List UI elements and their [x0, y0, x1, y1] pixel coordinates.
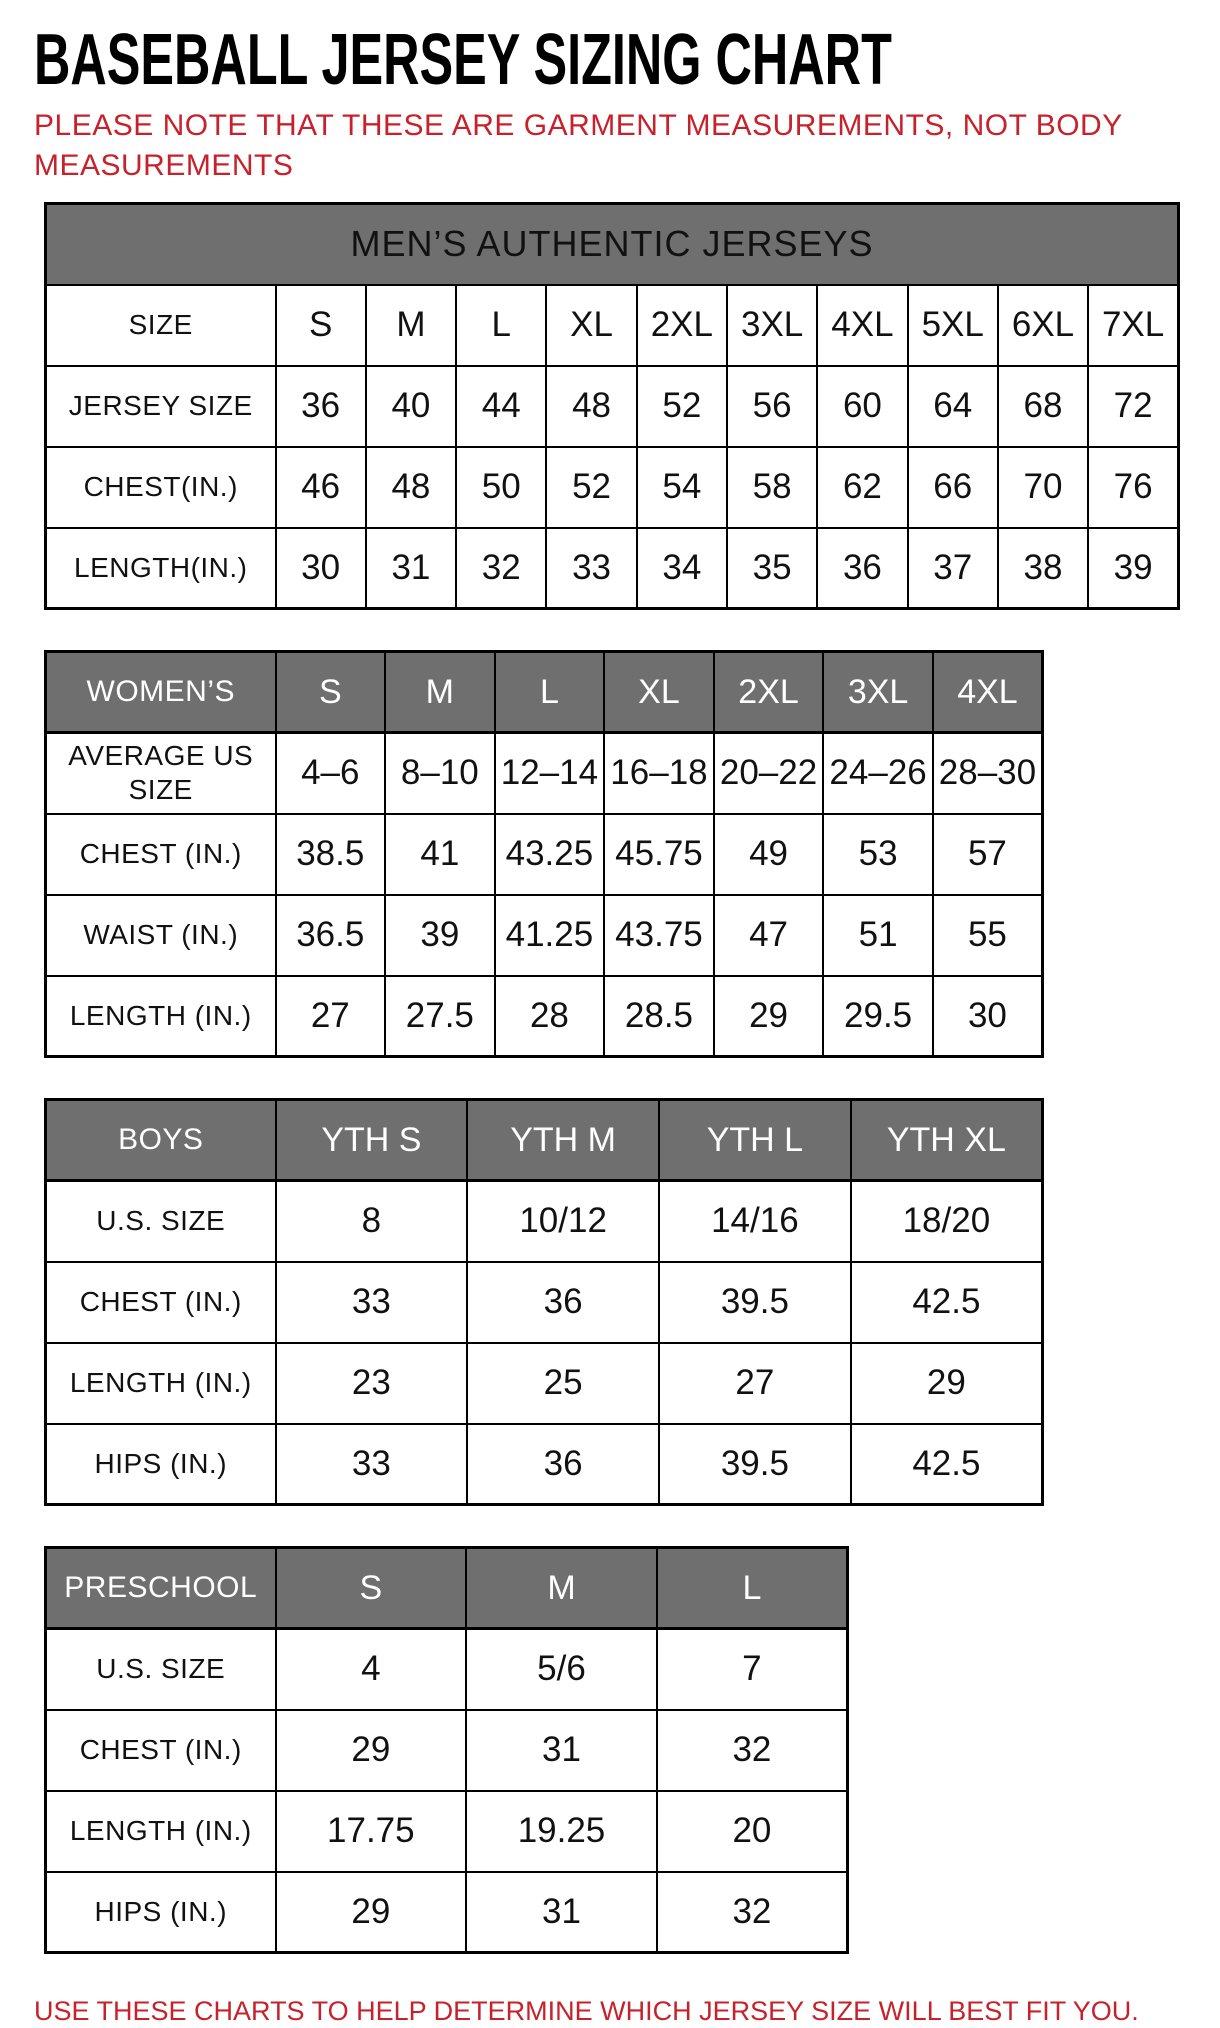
value-cell: 35 — [727, 528, 817, 609]
value-cell: 38 — [998, 528, 1088, 609]
row-label-cell: LENGTH(IN.) — [46, 528, 276, 609]
value-cell: 37 — [908, 528, 998, 609]
value-cell: 40 — [366, 366, 456, 447]
table-row — [46, 652, 1043, 733]
row-label-cell: HIPS (IN.) — [46, 1872, 276, 1953]
table-row — [46, 1262, 1043, 1343]
value-cell: 44 — [456, 366, 546, 447]
value-cell: 19.25 — [466, 1791, 657, 1872]
table-row — [46, 1100, 1043, 1181]
table-row — [46, 895, 1043, 976]
value-cell: 72 — [1088, 366, 1178, 447]
value-cell: 28.5 — [604, 976, 714, 1057]
size-header-cell: M — [466, 1548, 657, 1629]
value-cell: 41.25 — [495, 895, 605, 976]
womens-sizing-table — [44, 650, 1044, 1058]
table-row — [46, 1629, 848, 1710]
row-label-cell: CHEST (IN.) — [46, 1710, 276, 1791]
value-cell: 25 — [467, 1343, 659, 1424]
value-cell: 7 — [657, 1629, 848, 1710]
value-cell: 29 — [714, 976, 824, 1057]
value-cell: 32 — [657, 1872, 848, 1953]
value-cell: 41 — [385, 814, 495, 895]
size-header-cell: YTH XL — [851, 1100, 1043, 1181]
value-cell: 70 — [998, 447, 1088, 528]
row-label-cell: CHEST(IN.) — [46, 447, 276, 528]
mens-sizing-table — [44, 202, 1180, 610]
value-cell: M — [366, 285, 456, 366]
value-cell: 39 — [385, 895, 495, 976]
value-cell: 33 — [546, 528, 636, 609]
table-row — [46, 1548, 848, 1629]
row-label-cell: WAIST (IN.) — [46, 895, 276, 976]
row-label-cell: HIPS (IN.) — [46, 1424, 276, 1505]
value-cell: 32 — [657, 1710, 848, 1791]
value-cell: L — [456, 285, 546, 366]
size-header-cell: XL — [604, 652, 714, 733]
value-cell: 7XL — [1088, 285, 1178, 366]
value-cell: 20 — [657, 1791, 848, 1872]
value-cell: 53 — [823, 814, 933, 895]
preschool-sizing-table — [44, 1546, 849, 1954]
value-cell: 76 — [1088, 447, 1178, 528]
row-label-cell: AVERAGE US SIZE — [46, 733, 276, 814]
value-cell: 56 — [727, 366, 817, 447]
value-cell: 49 — [714, 814, 824, 895]
value-cell: 36 — [467, 1262, 659, 1343]
value-cell: 42.5 — [851, 1262, 1043, 1343]
row-label-cell: CHEST (IN.) — [46, 814, 276, 895]
value-cell: 64 — [908, 366, 998, 447]
value-cell: 29 — [276, 1710, 467, 1791]
value-cell: 27 — [659, 1343, 851, 1424]
value-cell: 24–26 — [823, 733, 933, 814]
value-cell: 57 — [933, 814, 1043, 895]
value-cell: 30 — [933, 976, 1043, 1057]
group-header-cell: PRESCHOOL — [46, 1548, 276, 1629]
row-label-cell: JERSEY SIZE — [46, 366, 276, 447]
value-cell: 66 — [908, 447, 998, 528]
boys-sizing-table — [44, 1098, 1044, 1506]
value-cell: 39.5 — [659, 1424, 851, 1505]
value-cell: 18/20 — [851, 1181, 1043, 1262]
size-header-cell: S — [276, 1548, 467, 1629]
value-cell: 51 — [823, 895, 933, 976]
size-header-cell: L — [657, 1548, 848, 1629]
value-cell: 3XL — [727, 285, 817, 366]
table-row — [46, 1872, 848, 1953]
value-cell: 27 — [276, 976, 386, 1057]
size-header-cell: 2XL — [714, 652, 824, 733]
page-title: BASEBALL JERSEY SIZING CHART — [34, 20, 892, 100]
row-label-cell: SIZE — [46, 285, 276, 366]
footer-note: USE THESE CHARTS TO HELP DETERMINE WHICH JERSEY SIZE WILL BEST FIT YOU. — [34, 1996, 1139, 2026]
value-cell: XL — [546, 285, 636, 366]
value-cell: 42.5 — [851, 1424, 1043, 1505]
value-cell: 5/6 — [466, 1629, 657, 1710]
value-cell: 27.5 — [385, 976, 495, 1057]
sizing-tables-container — [34, 202, 1186, 1954]
row-label-cell: CHEST (IN.) — [46, 1262, 276, 1343]
value-cell: 52 — [637, 366, 727, 447]
table-row — [46, 1181, 1043, 1262]
value-cell: 33 — [276, 1262, 468, 1343]
garment-measurements-note: PLEASE NOTE THAT THESE ARE GARMENT MEASUREMENTS, NOT BODY MEASUREMENTS — [34, 109, 1123, 182]
row-label-cell: LENGTH (IN.) — [46, 1343, 276, 1424]
table-banner: MEN’S AUTHENTIC JERSEYS — [46, 204, 1179, 285]
value-cell: 52 — [546, 447, 636, 528]
value-cell: 36 — [276, 366, 366, 447]
value-cell: 23 — [276, 1343, 468, 1424]
value-cell: 4 — [276, 1629, 467, 1710]
value-cell: 10/12 — [467, 1181, 659, 1262]
size-header-cell: YTH M — [467, 1100, 659, 1181]
value-cell: 43.75 — [604, 895, 714, 976]
value-cell: 55 — [933, 895, 1043, 976]
value-cell: 34 — [637, 528, 727, 609]
value-cell: 32 — [456, 528, 546, 609]
table-banner-row — [46, 204, 1179, 285]
group-header-cell: WOMEN’S — [46, 652, 276, 733]
value-cell: 29 — [851, 1343, 1043, 1424]
table-row — [46, 814, 1043, 895]
size-header-cell: S — [276, 652, 386, 733]
size-header-cell: M — [385, 652, 495, 733]
table-row — [46, 1791, 848, 1872]
value-cell: 48 — [366, 447, 456, 528]
value-cell: 43.25 — [495, 814, 605, 895]
value-cell: 39 — [1088, 528, 1178, 609]
table-row — [46, 285, 1179, 366]
table-row — [46, 528, 1179, 609]
value-cell: 31 — [366, 528, 456, 609]
value-cell: 62 — [817, 447, 907, 528]
value-cell: 58 — [727, 447, 817, 528]
value-cell: 31 — [466, 1710, 657, 1791]
value-cell: 16–18 — [604, 733, 714, 814]
table-row — [46, 366, 1179, 447]
size-header-cell: YTH S — [276, 1100, 468, 1181]
size-header-cell: YTH L — [659, 1100, 851, 1181]
value-cell: 48 — [546, 366, 636, 447]
row-label-cell: LENGTH (IN.) — [46, 976, 276, 1057]
row-label-cell: U.S. SIZE — [46, 1629, 276, 1710]
table-row — [46, 1343, 1043, 1424]
value-cell: 29 — [276, 1872, 467, 1953]
value-cell: 46 — [276, 447, 366, 528]
value-cell: 38.5 — [276, 814, 386, 895]
value-cell: 28–30 — [933, 733, 1043, 814]
value-cell: 33 — [276, 1424, 468, 1505]
value-cell: 6XL — [998, 285, 1088, 366]
row-label-cell: LENGTH (IN.) — [46, 1791, 276, 1872]
value-cell: 60 — [817, 366, 907, 447]
value-cell: 5XL — [908, 285, 998, 366]
row-label-cell: U.S. SIZE — [46, 1181, 276, 1262]
value-cell: 30 — [276, 528, 366, 609]
size-header-cell: 3XL — [823, 652, 933, 733]
value-cell: 12–14 — [495, 733, 605, 814]
group-header-cell: BOYS — [46, 1100, 276, 1181]
table-row — [46, 447, 1179, 528]
value-cell: 36 — [817, 528, 907, 609]
value-cell: 36.5 — [276, 895, 386, 976]
value-cell: 4XL — [817, 285, 907, 366]
value-cell: S — [276, 285, 366, 366]
value-cell: 8–10 — [385, 733, 495, 814]
size-header-cell: 4XL — [933, 652, 1043, 733]
value-cell: 31 — [466, 1872, 657, 1953]
table-row — [46, 733, 1043, 814]
size-header-cell: L — [495, 652, 605, 733]
value-cell: 20–22 — [714, 733, 824, 814]
value-cell: 45.75 — [604, 814, 714, 895]
table-row — [46, 1710, 848, 1791]
value-cell: 39.5 — [659, 1262, 851, 1343]
value-cell: 47 — [714, 895, 824, 976]
value-cell: 50 — [456, 447, 546, 528]
value-cell: 28 — [495, 976, 605, 1057]
value-cell: 54 — [637, 447, 727, 528]
value-cell: 8 — [276, 1181, 468, 1262]
value-cell: 17.75 — [276, 1791, 467, 1872]
table-row — [46, 1424, 1043, 1505]
value-cell: 14/16 — [659, 1181, 851, 1262]
value-cell: 36 — [467, 1424, 659, 1505]
value-cell: 29.5 — [823, 976, 933, 1057]
value-cell: 2XL — [637, 285, 727, 366]
value-cell: 68 — [998, 366, 1088, 447]
value-cell: 4–6 — [276, 733, 386, 814]
table-row — [46, 976, 1043, 1057]
